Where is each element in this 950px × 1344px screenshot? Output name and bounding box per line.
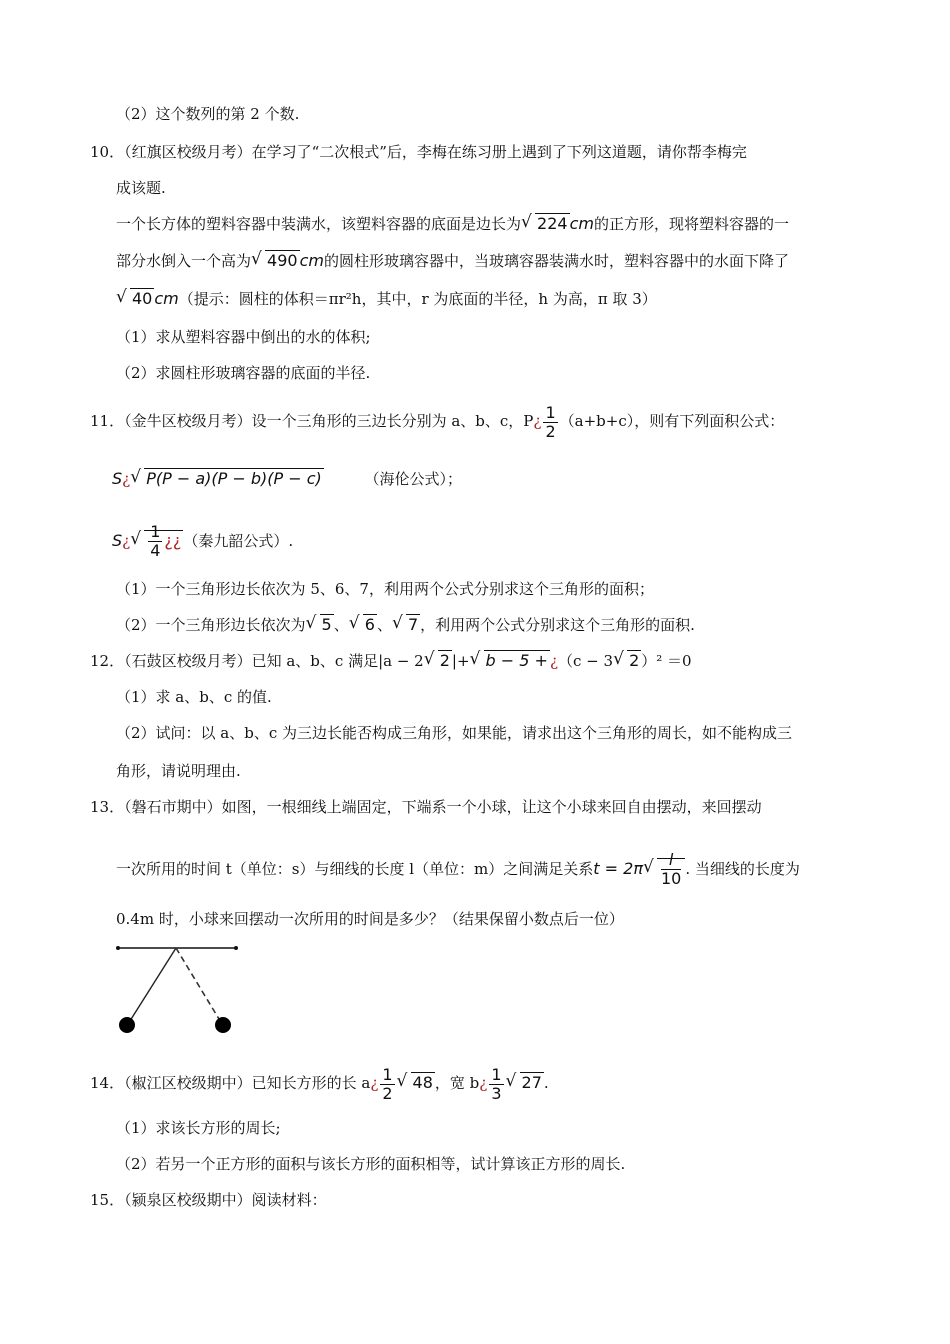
q14-sub2: （2）若另一个正方形的面积与该长方形的面积相等，试计算该正方形的周长. [116, 1155, 626, 1173]
q9-sub2: （2）这个数列的第 2 个数. [116, 105, 300, 123]
sqrt-224: √ 224 [521, 212, 568, 233]
sqrt-40: √ 40 [116, 287, 153, 308]
sqrt-6: √ 6 [348, 613, 375, 634]
q13-line3: 0.4m 时，小球来回摆动一次所用的时间是多少？（结果保留小数点后一位） [116, 910, 624, 928]
sqrt-490: √ 490 [251, 249, 298, 270]
q10-body-line1: 一个长方体的塑料容器中装满水，该塑料容器的底面是边长为 √ 224 cm的正方形，现将塑料容器的一 [116, 212, 789, 233]
sqrt-heron: √ P(P − a)(P − b)(P − c) [130, 467, 322, 488]
q13-header: 13．（磐石市期中）如图，一根细线上端固定，下端系一个小球，让这个小球来回自由摆动，来回摆动 [90, 798, 762, 816]
pendulum-string [128, 948, 176, 1024]
q11-sub2: （2）一个三角形边长依次为 √ 5 、 √ 6 、 √ 7 ，利用两个公式分别求这个三角形的面积. [116, 613, 695, 634]
q12-sub2b: 角形，请说明理由. [116, 762, 241, 780]
sqrt-b-minus-5: √ b − 5 + [469, 649, 548, 670]
q15-header: 15．（颍泉区校级期中）阅读材料： [90, 1191, 327, 1209]
q10-body-line3: √ 40 cm（提示：圆柱的体积＝πr²h，其中，r 为底面的半径，h 为高，π 取 3） [116, 287, 657, 308]
q10-number: 10． [90, 143, 125, 161]
q10-header [90, 141, 747, 163]
q10-body-line2: 部分水倒入一个高为 √ 490 cm的圆柱形玻璃容器中，当玻璃容器装满水时，塑料容器中的水面下降了 [116, 249, 789, 270]
q14-sub1: （1）求该长方形的周长; [116, 1119, 281, 1137]
pendulum-figure [112, 940, 242, 1040]
fraction-one-half-b: $\frac{1}{2}$ [382, 1064, 393, 1103]
fraction-l-over-10: $\frac{l}{10}$ [660, 850, 682, 888]
qin-formula: S¿ √ $\frac{1}{4}$ ¿¿ （秦九韶公式）. [112, 518, 293, 564]
q10-sub1: （1）求从塑料容器中倒出的水的体积; [116, 328, 371, 346]
q10-head2: 成该题. [116, 179, 166, 197]
q10-head: （红旗区校级月考）在学习了“二次根式”后，李梅在练习册上遇到了下列这道题，请你帮李梅完 [124, 143, 747, 161]
q11-header: 11．（金牛区校级月考）设一个三角形的三边长分别为 a、b、c，P¿ $\frac{1}{2}$ （a+b+c），则有下列面积公式： [90, 402, 785, 441]
ball-left [119, 1017, 135, 1033]
sqrt-48: √ 48 [396, 1071, 433, 1092]
q13-line2: 一次所用的时间 t（单位：s）与细线的长度 l（单位：m）之间满足关系t = 2π √ $\frac{l}{10}$ . 当细线的长度为 [116, 846, 800, 892]
sqrt-l-over-10: √ $\frac{l}{10}$ [643, 846, 685, 892]
ball-right [215, 1017, 231, 1033]
sqrt-7: √ 7 [391, 613, 419, 634]
fraction-one-quarter: $\frac{1}{4}$ [150, 522, 161, 560]
sqrt-27: √ 27 [505, 1071, 542, 1092]
q10-sub2: （2）求圆柱形玻璃容器的底面的半径. [116, 364, 371, 382]
q12-sub1: （1）求 a、b、c 的值. [116, 688, 272, 706]
fraction-one-half: $\frac{1}{2}$ [545, 402, 556, 441]
sqrt-2b: √ 2 [613, 649, 640, 670]
q11-sub1: （1）一个三角形边长依次为 5、6、7，利用两个公式分别求这个三角形的面积； [116, 580, 654, 598]
sqrt-2: √ 2 [423, 649, 450, 670]
q12-header: 12．（石鼓区校级月考）已知 a、b、c 满足|a − 2 √ 2 |+ √ b − 5 + ¿（c − 3 √ 2 ）² ＝0 [90, 649, 692, 670]
sqrt-5: √ 5 [305, 613, 332, 634]
fraction-one-third: $\frac{1}{3}$ [491, 1064, 502, 1103]
q14-header: 14．（椒江区校级期中）已知长方形的长 a¿ $\frac{1}{2}$ √ 48 ，宽 b¿ $\frac{1}{3}$ √ 27 . [90, 1060, 549, 1106]
pendulum-string-dashed [176, 948, 222, 1024]
q12-sub2: （2）试问：以 a、b、c 为三边长能否构成三角形，如果能，请求出这个三角形的周长，如不能构成三 [116, 724, 793, 742]
heron-formula: S¿ √ P(P − a)(P − b)(P − c) （海伦公式）； [112, 467, 463, 488]
sqrt-qin: √ $\frac{1}{4}$ ¿¿ [130, 522, 182, 560]
